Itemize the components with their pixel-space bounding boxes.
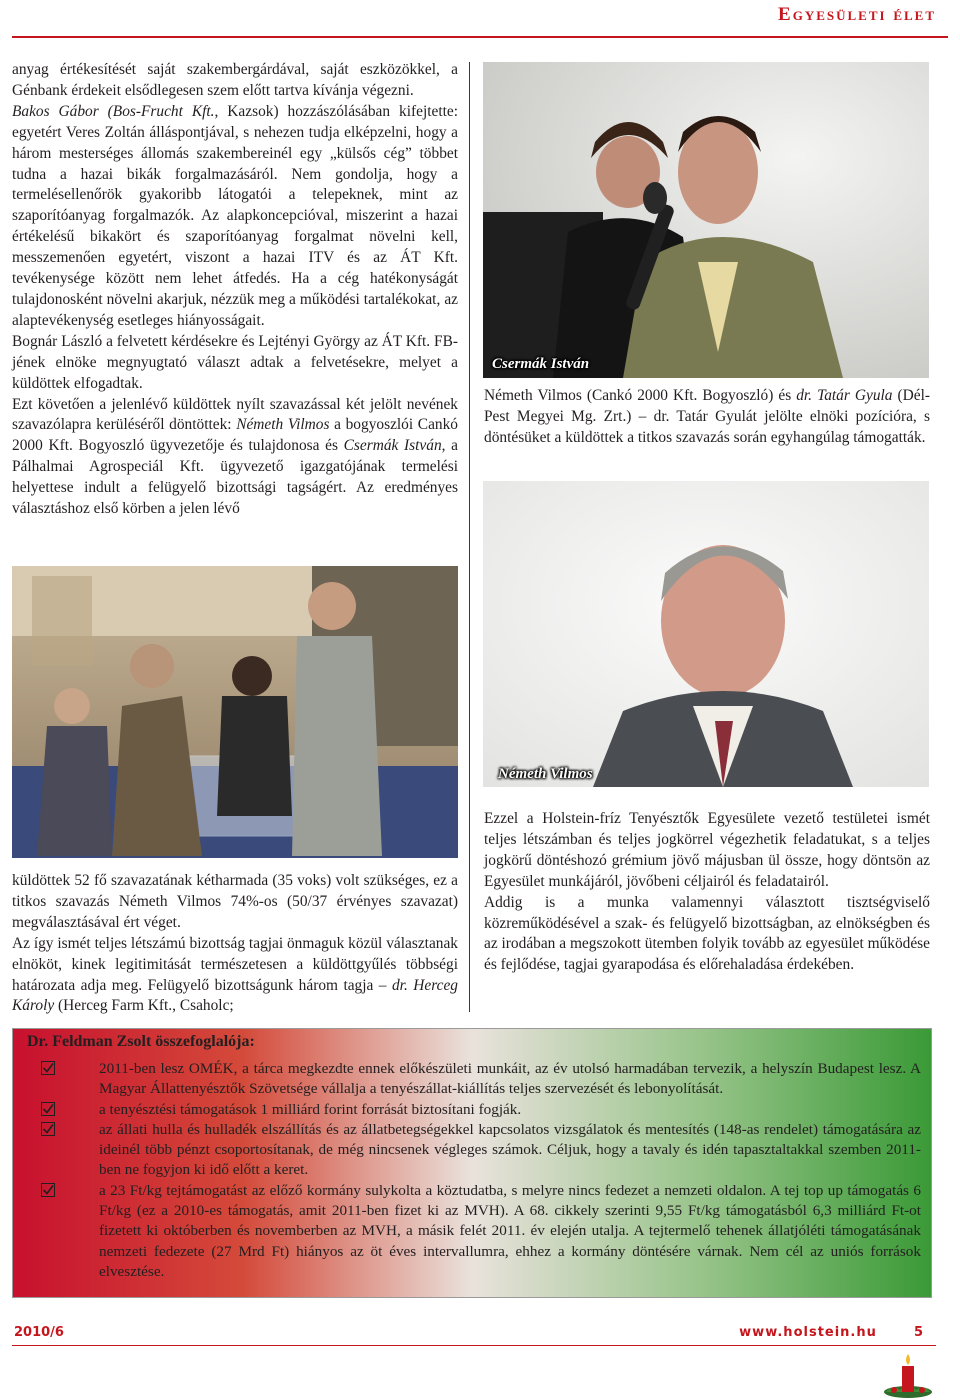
left-column-top [12,60,458,520]
photo-voting [12,566,458,858]
paragraph-2: Bakos Gábor (Bos-Frucht Kft., Kazsok) hozzászólásában kifejtette: egyetért Veres Zoltán álláspontjával, s nehezen tudja elképzelni, hogy a három mesterséges állomás szakembereinél egy „külsős cég” többet tudna a hazai bikák forgalmazásáról. Nem gondolja, hogy a termelésellenőrök gyakoribb látogatói a telepeknek, mint az szaporítóanyag forgalmazók. Az alapkoncepcióval, miszerint a hazai értékelésű bikakört és szaporítóanyag forgalmat növelni kell, messzemenően egyetért, viszont a hazai ITV és az ÁT Kft. tevékenysége között nem lehet átfedés. Ha a cég hatékonyságát tulajdonosként növelni akarjuk, nézzük meg a működési tartalékokat, az alaptevékenység esetleges hiányosságait. [12,102,458,329]
checkbox-checked-icon [41,1102,55,1116]
name-nemeth: Németh Vilmos [236,416,330,434]
left-column-bottom [12,871,458,1017]
name-bakos: Bakos Gábor (Bos-Frucht Kft. [12,102,215,120]
summary-box [12,1028,932,1298]
paragraph-5: küldöttek 52 fő szavazatának kétharmada (35 voks) volt szükséges, ez a titkos szavazás Németh Vilmos 74%-os (50/37 érvényes szavazat) megválasztásával ért véget. [12,872,458,931]
checkbox-checked-icon [41,1122,55,1136]
summary-item: a 23 Ft/kg tejtámogatást az előző kormány sulykolta a köztudatba, s melyre nincs fedezet a nemzeti oldalon. A tej top up támogatás 6 Ft/kg (ez a 2010-es támogatás, amit 2011-ben fizet ki az MVH). A 68. cikkely szerinti 9,55 Ft/kg támogatásból 6,3 milliárd Ft-ot fizetett ki októberben és novemberben az MVH, a másik felét 2011. év elején utalja. A tejtermelő tehenek állatjóléti támogatásának nemzeti fedezete (27 Mrd Ft) hiányos az öt éves intervallumra, ehhez a kormány döntésére várnak. Nem cél az uniós források elvesztése. [27,1181,921,1282]
summary-item: 2011-ben lesz OMÉK, a tárca megkezdte ennek előkészületi munkáit, az év utolsó harmadában tervezik, a helyszín Budapest lesz. A Magyar Állattenyésztők Szövetsége vállalja a tenyészállat-kiállítás teljes szervezését és lebonyolítását. [27,1059,921,1100]
footer-divider [12,1345,936,1346]
name-herceg: dr. Herceg Károly [12,976,458,1015]
website-link[interactable]: www.holstein.hu [739,1325,877,1340]
caption-csermak: Csermák István [492,356,590,372]
summary-item: az állati hulla és hulladék elszállítás és az állatbetegségekkel kapcsolatos vizsgálatok és mentesítés (148-as rendelet) támogatására az ideinél több pénzt csoportosítanak, de még nincsenek végleges számok. Céljuk, hogy a tavaly és idén tapasztaltakkal szemben 2011-ben ne fogyjon ki idő előtt a keret. [27,1120,921,1181]
checkbox-checked-icon [41,1061,55,1075]
right-column-top [484,386,930,449]
paragraph-6: Az így ismét teljes létszámú bizottság tagjai önmaguk közül választanak elnököt, kinek legitimitását természetesen a küldöttgyűlés többségi határozata adja meg. Felügyelő bizottságunk három tagja – dr. Herceg Károly (Herceg Farm Kft., Csaholc; [12,934,458,1015]
name-csermak: Csermák István [343,437,442,455]
summary-title: Dr. Feldman Zsolt összefoglalója: [27,1033,255,1050]
page-number: 5 [913,1325,924,1340]
footer-url-page [739,1325,924,1340]
summary-item: a tenyésztési támogatások 1 milliárd forint forrását biztosítani fogják. [27,1100,921,1120]
nemeth-portrait-image [483,481,929,787]
summary-list [27,1059,921,1282]
paragraph-4: Ezt követően a jelenlévő küldöttek nyílt szavazással két jelölt nevének szavazólapra kerüléséről döntöttek: Németh Vilmos a bogyoszlói Cankó 2000 Kft. Bogyoszló ügyvezetője és tulajdonosa és Csermák István, a Pálhalmai Agrospeciál Kft. ügyvezető igazgatójának termelési helyettese indult a felügyelő bizottsági tagságért. Az eredményes választáshoz első körben a jelen lévő [12,395,458,518]
right-column-bottom [484,809,930,976]
paragraph-9: Addig is a munka valamennyi választott tisztségviselő közreműködésével a szak- és felügyelő bizottságban, az elnökségben és az irodában a megszokott ütemben folyik tovább az egyesület működése és fejlődése, tagjai gyarapodása és előrehaladása érdekében. [484,893,930,974]
checkbox-checked-icon [41,1183,55,1197]
paragraph-7: Németh Vilmos (Cankó 2000 Kft. Bogyoszló) és dr. Tatár Gyula (Dél-Pest Megyei Mg. Zrt.) – dr. Tatár Gyulát jelölte elnöki pozícióra, s döntésüket a küldöttek a titkos szavazás során egyhangúlag támogatták. [484,387,930,446]
issue-number: 2010/6 [14,1325,64,1340]
section-title: Egyesületi élet [778,4,936,25]
voting-scene-image [12,566,458,858]
christmas-candle-icon [882,1348,934,1398]
paragraph-3: Bognár László a felvetett kérdésekre és Lejtényi György az ÁT Kft. FB-jének elnöke megnyugtató választ adtak a felvetésekre, melyet a küldöttek elfogadtak. [12,332,458,392]
header-divider [12,36,948,38]
name-tatar: dr. Tatár Gyula [796,387,893,404]
paragraph-8: Ezzel a Holstein-fríz Tenyésztők Egyesülete vezető testületei ismét teljes létszámban és teljes jogkörrel végezhetik feladatukat, s a teljes jogkörű döntéshozó grémium jövő májusban ül össze, hogy döntsön az Egyesület munkájáról, jövőbeni céljairól és feladatairól. [484,810,930,890]
column-divider [469,62,470,1012]
photo-nemeth [483,481,929,787]
speaker-portrait-image [483,62,929,378]
paragraph-1: anyag értékesítését saját szakembergárdával, saját eszközökkel, a Génbank érdekeit elsődlegesen szem előtt tartva kívánja végezni. [12,61,458,99]
photo-csermak [483,62,929,378]
caption-nemeth: Németh Vilmos [498,766,593,782]
